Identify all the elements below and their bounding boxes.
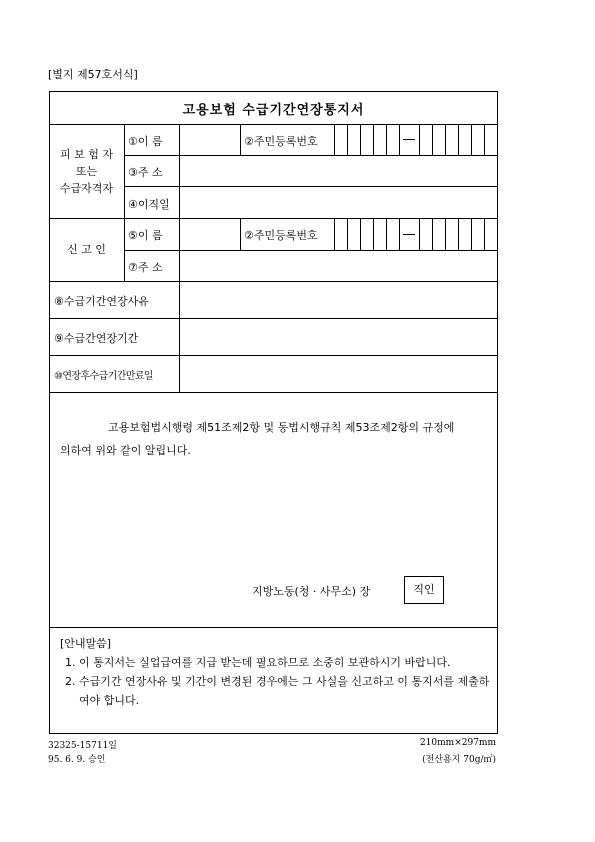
rule <box>49 318 498 319</box>
rule <box>124 250 498 251</box>
rrn-box-divider <box>386 124 387 155</box>
rrn-box-divider <box>419 218 420 250</box>
rrn-box-divider <box>419 124 420 155</box>
rule <box>124 124 125 281</box>
rule <box>240 218 241 250</box>
rrn-box-divider <box>399 218 400 250</box>
rrn2-label: ②주민등록번호 <box>244 229 318 242</box>
rrn-box-divider <box>347 124 348 155</box>
rrn-box-divider <box>458 124 459 155</box>
rrn-box-divider <box>432 124 433 155</box>
guidance-item: 2. 수급기간 연장사유 및 기간이 변경된 경우에는 그 사실을 신고하고 이 통지서를 제출하여야 합니다. <box>65 675 490 707</box>
reason-label: ⑧수급기간연장사유 <box>54 295 149 308</box>
rrn-box-divider <box>386 218 387 250</box>
guidance-notes <box>60 634 492 710</box>
official-seal-box: 직인 <box>404 576 444 604</box>
insured-label-line: 수급자격자 <box>59 182 114 195</box>
footer-approval: 95. 6. 9. 승인 <box>48 755 106 765</box>
footer-paper-size: 210mm×297mm <box>419 738 496 748</box>
addr2-label: ⑦주 소 <box>128 261 163 274</box>
rrn1-label: ②주민등록번호 <box>244 135 318 148</box>
rrn-box-divider <box>347 218 348 250</box>
rule <box>49 124 498 125</box>
insured-label-line: 피 보 험 자 <box>60 148 113 161</box>
rrn-box-divider <box>471 124 472 155</box>
insured-label-line: 또는 <box>75 165 98 178</box>
form-title: 고용보험 수급기간연장통지서 <box>182 103 365 118</box>
rrn-box-divider <box>445 218 446 250</box>
rrn-box-divider <box>471 218 472 250</box>
rule <box>124 155 498 156</box>
footer-code: 32325-15711일 <box>48 741 117 751</box>
notice-body-line: 의하여 위와 같이 알립니다. <box>60 444 191 457</box>
rrn-box-divider <box>445 124 446 155</box>
rule <box>49 355 498 356</box>
rrn-box-divider <box>373 218 374 250</box>
period-label: ⑨수급간연장기간 <box>54 332 139 345</box>
rule <box>49 281 498 282</box>
end-date-label: ⑩연장후수급기간만료일 <box>54 371 153 382</box>
rule <box>240 124 241 155</box>
rule <box>49 627 498 628</box>
rule <box>334 218 335 250</box>
rrn-dash <box>403 234 415 235</box>
rule <box>334 124 335 155</box>
addr1-label: ③주 소 <box>128 166 163 179</box>
rule <box>179 124 180 392</box>
footer-paper-type: (전산용지 70g/㎡) <box>422 755 496 765</box>
rrn-box-divider <box>484 124 485 155</box>
rule <box>49 218 498 219</box>
notice-body <box>60 416 490 462</box>
signer-label: 지방노동(청 · 사무소) 장 <box>252 585 371 598</box>
reporter-group-label: 신 고 인 <box>67 243 106 256</box>
rrn-box-divider <box>484 218 485 250</box>
name1-label: ①이 름 <box>128 135 163 148</box>
guidance-item: 1. 이 통지서는 실업급여를 지급 받는데 필요하므로 소중히 보관하시기 바랍니다. <box>65 656 451 669</box>
rule <box>49 392 498 393</box>
insured-group-label <box>49 146 124 197</box>
name2-label: ⑤이 름 <box>128 229 163 242</box>
rrn-box-divider <box>458 218 459 250</box>
rrn-box-divider <box>432 218 433 250</box>
rrn-box-divider <box>360 124 361 155</box>
rrn-box-divider <box>360 218 361 250</box>
rrn-box-divider <box>399 124 400 155</box>
guidance-heading: [안내말씀] <box>60 637 112 650</box>
rule <box>124 186 498 187</box>
rrn-dash <box>403 139 415 140</box>
notice-body-line: 고용보험법시행령 제51조제2항 및 동법시행규칙 제53조제2항의 규정에 <box>108 421 455 434</box>
leave-date-label: ④이직일 <box>128 198 170 211</box>
rrn-box-divider <box>373 124 374 155</box>
form-number-label: [별지 제57호서식] <box>48 68 138 81</box>
